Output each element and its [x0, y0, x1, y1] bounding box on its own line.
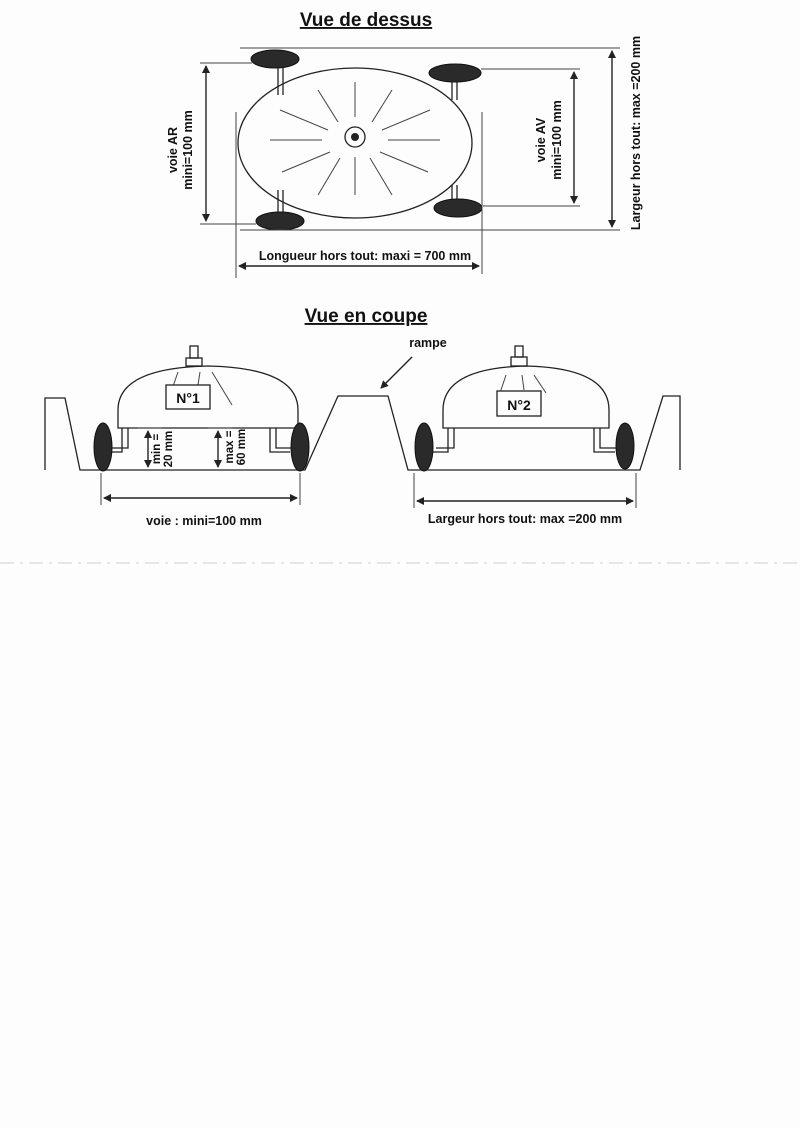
wheel-rear-left [251, 50, 299, 68]
ramp-label: rampe [409, 336, 447, 350]
section-track-label: voie : mini=100 mm [146, 514, 262, 528]
rear-track-dimension [166, 63, 256, 224]
robot-1-label: N°1 [176, 390, 200, 406]
robot-2-right-wheel [616, 423, 634, 469]
rear-track-label-line2: mini=100 mm [181, 110, 195, 190]
robot-2-section [415, 346, 634, 471]
robot-2-left-wheel [415, 423, 433, 471]
robot-2-label: N°2 [507, 397, 531, 413]
robot-1-mast [190, 346, 198, 358]
top-view-robot [238, 50, 482, 230]
robot-2-mast [515, 346, 523, 357]
max-height-dimension [208, 428, 248, 467]
min-height-dimension [138, 428, 175, 467]
front-track-label-line1: voie AV [534, 117, 548, 163]
section-overall-width-label: Largeur hors tout: max =200 mm [427, 512, 623, 526]
overall-width-label: Largeur hors tout: max =200 mm [629, 35, 643, 231]
robot-1-mast-base [186, 358, 202, 366]
min-height-label-line2: 20 mm [163, 430, 175, 468]
ground-ramp-profile [45, 396, 680, 470]
robot-1-right-wheel [291, 423, 309, 471]
min-height-label-line1: min = [151, 433, 163, 465]
front-track-dimension [481, 69, 580, 206]
max-height-label-line2: 60 mm [236, 428, 248, 466]
robot-2-mast-base [511, 357, 527, 366]
overall-length-label: Longueur hors tout: maxi = 700 mm [258, 249, 472, 263]
section-view-title: Vue en coupe [304, 306, 428, 327]
wheel-rear-right [256, 212, 304, 230]
section-track-dimension [101, 473, 300, 528]
rear-track-label-line1: voie AR [166, 126, 180, 174]
front-track-label-line2: mini=100 mm [550, 100, 564, 180]
ramp-arrow [381, 357, 412, 388]
max-height-label-line1: max = [224, 430, 236, 464]
overall-length-dimension [236, 112, 482, 278]
robot-1-left-wheel [94, 423, 112, 471]
wheel-front-left [429, 64, 481, 82]
wheel-front-right [434, 199, 482, 217]
top-view-title: Vue de dessus [299, 10, 433, 31]
robot-1-section [94, 346, 309, 471]
section-overall-width-dimension [414, 473, 636, 526]
